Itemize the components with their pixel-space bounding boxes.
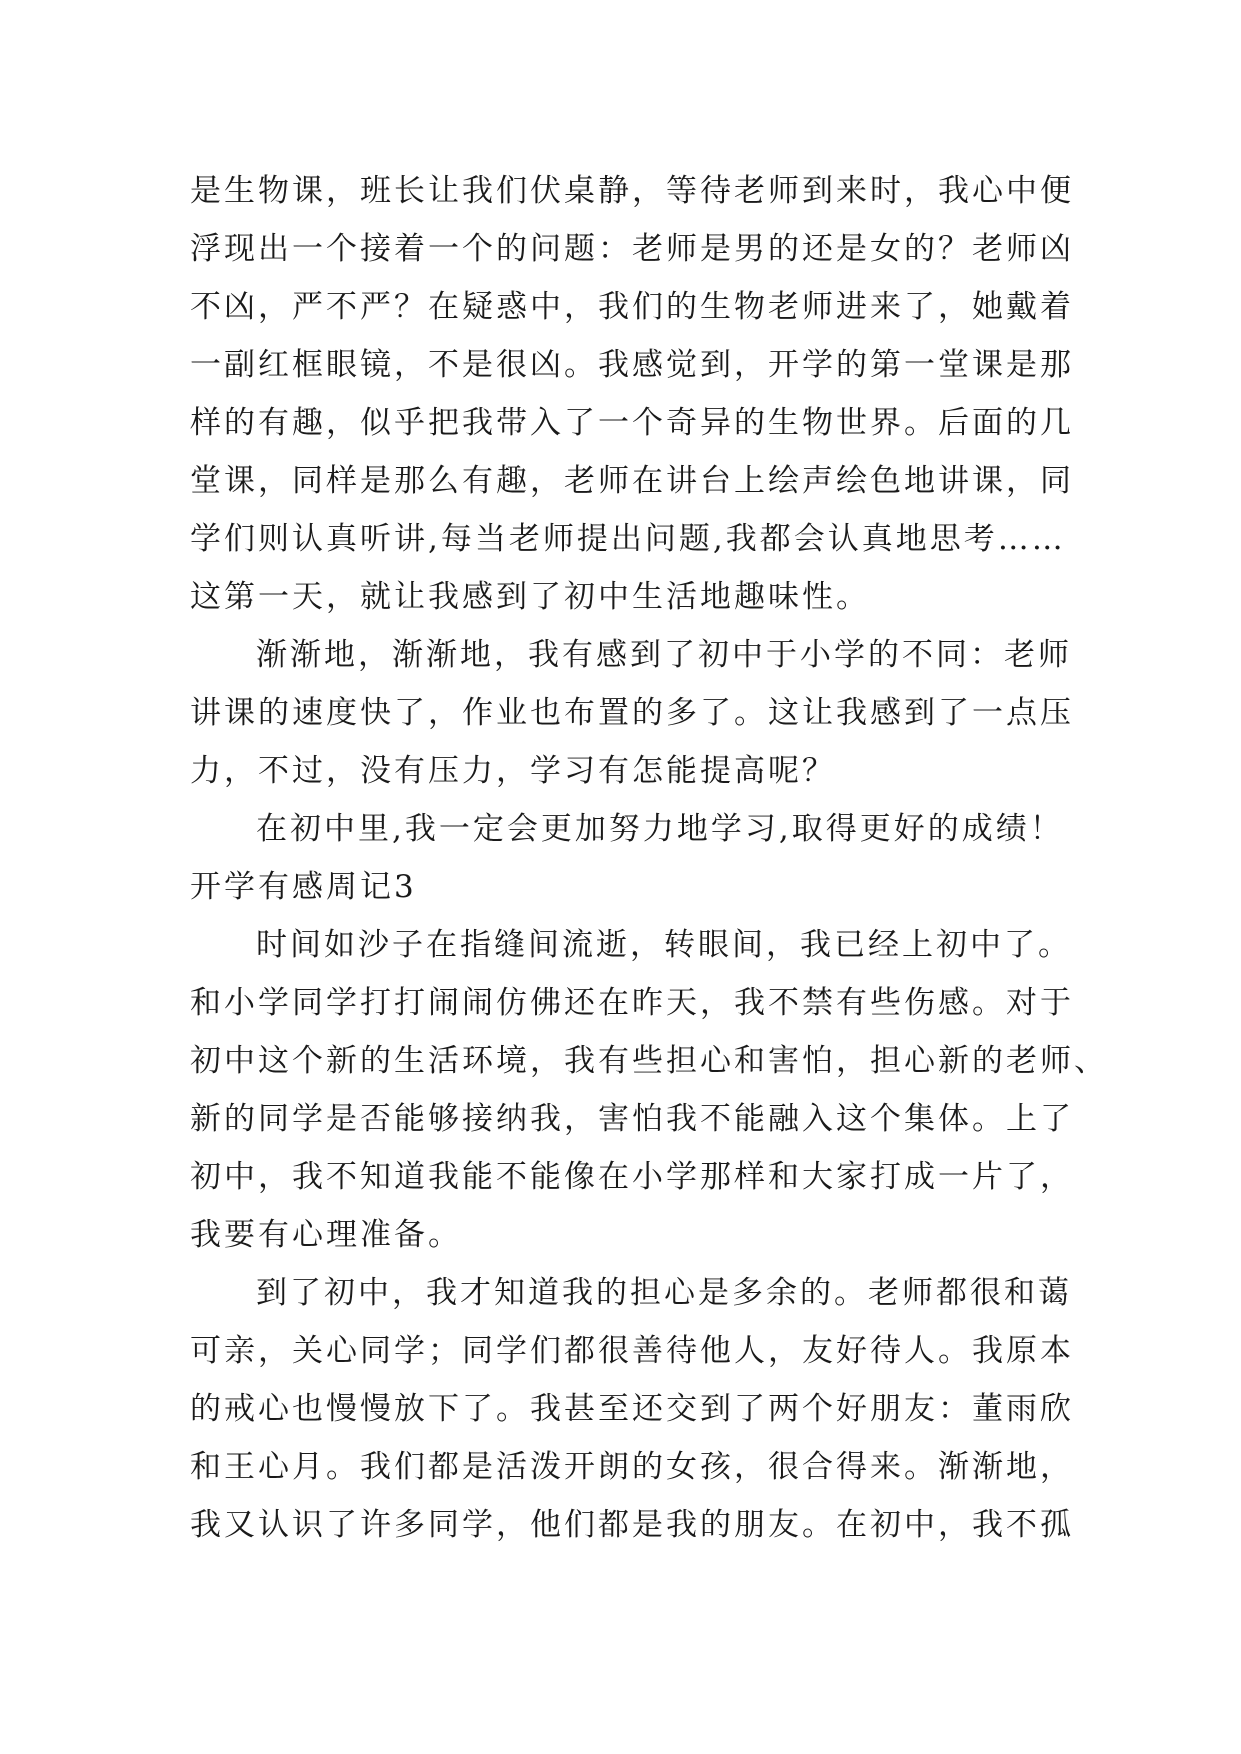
text-line: 渐渐地，渐渐地，我有感到了初中于小学的不同：老师 [256, 637, 1072, 673]
text-line: 新的同学是否能够接纳我，害怕我不能融入这个集体。上了 [190, 1101, 1074, 1137]
text-line: 堂课，同样是那么有趣，老师在讲台上绘声绘色地讲课，同 [190, 463, 1074, 499]
text-line: 我又认识了许多同学，他们都是我的朋友。在初中，我不孤 [190, 1507, 1074, 1543]
text-line: 初中，我不知道我能不能像在小学那样和大家打成一片了， [190, 1159, 1074, 1195]
text-line: 的戒心也慢慢放下了。我甚至还交到了两个好朋友：董雨欣 [190, 1391, 1074, 1427]
text-line: 一副红框眼镜，不是很凶。我感觉到，开学的第一堂课是那 [190, 347, 1074, 383]
document-body [190, 162, 1108, 1554]
text-line: 在初中里,我一定会更加努力地学习,取得更好的成绩！ [256, 811, 1064, 847]
text-line: 这第一天，就让我感到了初中生活地趣味性。 [190, 579, 870, 615]
text-line: 样的有趣，似乎把我带入了一个奇异的生物世界。后面的几 [190, 405, 1074, 441]
text-line: 学们则认真听讲,每当老师提出问题,我都会认真地思考…… [190, 521, 1066, 557]
text-line: 不凶，严不严？在疑惑中，我们的生物老师进来了，她戴着 [190, 289, 1074, 325]
text-line: 可亲，关心同学；同学们都很善待他人，友好待人。我原本 [190, 1333, 1074, 1369]
text-line: 讲课的速度快了，作业也布置的多了。这让我感到了一点压 [190, 695, 1074, 731]
text-line: 浮现出一个接着一个的问题：老师是男的还是女的？老师凶 [190, 231, 1074, 267]
text-line: 和小学同学打打闹闹仿佛还在昨天，我不禁有些伤感。对于 [190, 985, 1074, 1021]
section-heading: 开学有感周记3 [190, 869, 417, 905]
text-line: 是生物课，班长让我们伏桌静，等待老师到来时，我心中便 [190, 173, 1074, 209]
text-line: 初中这个新的生活环境，我有些担心和害怕，担心新的老师、 [190, 1043, 1108, 1079]
text-line: 和王心月。我们都是活泼开朗的女孩，很合得来。渐渐地， [190, 1449, 1074, 1485]
text-line: 我要有心理准备。 [190, 1217, 462, 1253]
text-line: 到了初中，我才知道我的担心是多余的。老师都很和蔼 [256, 1275, 1072, 1311]
text-line: 力，不过，没有压力，学习有怎能提高呢？ [190, 753, 836, 789]
text-line: 时间如沙子在指缝间流逝，转眼间，我已经上初中了。 [256, 927, 1072, 963]
